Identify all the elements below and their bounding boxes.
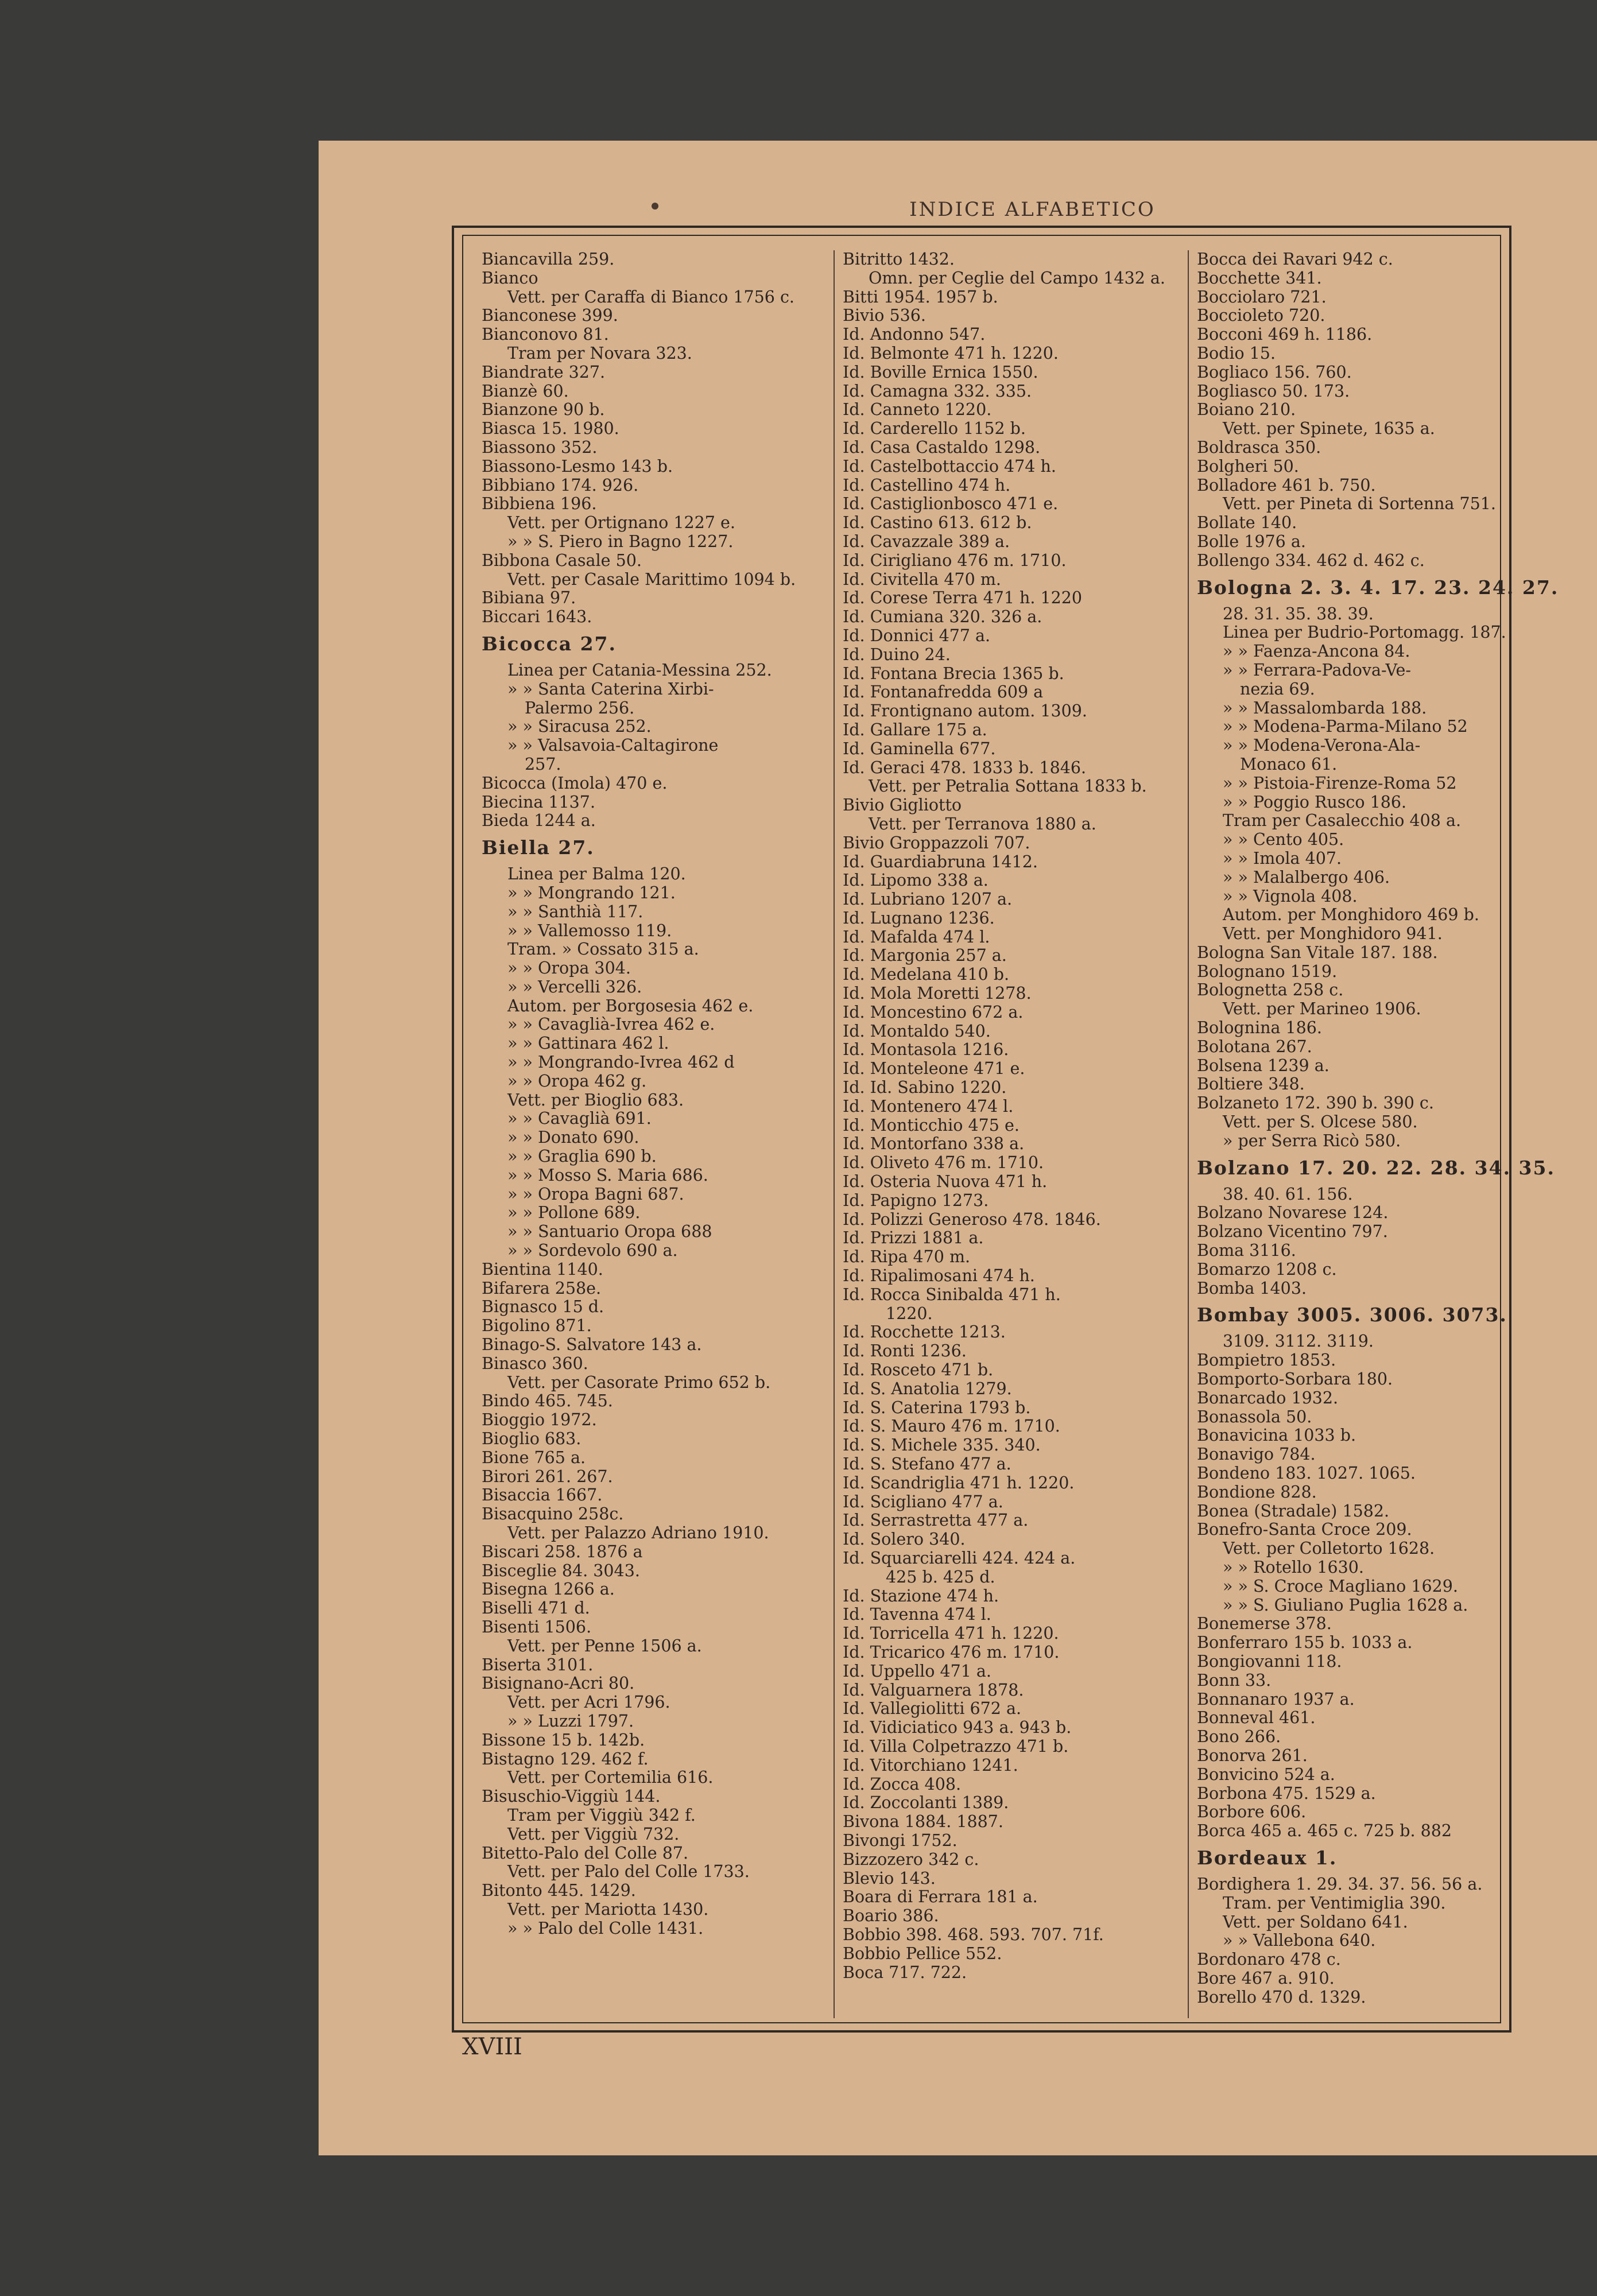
index-entry: Binasco 360. [482, 1353, 588, 1373]
index-entry: Bonavigo 784. [1197, 1445, 1316, 1464]
index-entry: Id. Monteleone 471 e. [843, 1059, 1025, 1079]
index-entry: » » Siracusa 252. [507, 717, 652, 736]
index-entry: Bientina 1140. [482, 1259, 603, 1279]
index-entry: Tram per Novara 323. [507, 343, 692, 363]
index-entry: Id. Solero 340. [843, 1530, 966, 1549]
index-entry: Bitti 1954. 1957 b. [843, 287, 998, 307]
index-entry: Bieda 1244 a. [482, 811, 596, 831]
index-entry: Id. Guardiabruna 1412. [843, 852, 1038, 871]
index-entry: Bicocca 27. [482, 632, 617, 655]
index-entry: Birori 261. 267. [482, 1467, 613, 1486]
index-entry: Vett. per Caraffa di Bianco 1756 c. [507, 287, 794, 307]
index-entry: Bolotana 267. [1197, 1037, 1312, 1056]
index-entry: » » Graglia 690 b. [507, 1147, 657, 1166]
index-entry: Bonea (Stradale) 1582. [1197, 1501, 1390, 1521]
index-entry: Bignasco 15 d. [482, 1297, 604, 1317]
index-entry: Id. Rocchette 1213. [843, 1322, 1006, 1342]
index-entry: Bomba 1403. [1197, 1278, 1307, 1298]
index-entry: Bobbio 398. 468. 593. 707. 71f. [843, 1925, 1104, 1944]
index-entry: Bompietro 1853. [1197, 1351, 1336, 1370]
book-page [319, 141, 1597, 2155]
index-entry: Id. Gallare 175 a. [843, 720, 987, 739]
index-entry: Id. Zocca 408. [843, 1774, 962, 1794]
index-entry: Id. Castiglionbosco 471 e. [843, 494, 1059, 514]
index-entry: Id. Montaldo 540. [843, 1021, 991, 1041]
index-entry: Bodio 15. [1197, 343, 1276, 363]
index-entry: Id. Donnici 477 a. [843, 626, 991, 645]
index-entry: Bolsena 1239 a. [1197, 1056, 1329, 1075]
index-entry: » » Pollone 689. [507, 1203, 641, 1223]
index-entry: Bolgheri 50. [1197, 456, 1299, 476]
index-entry: Id. Vitorchiano 1241. [843, 1755, 1018, 1775]
index-entry: Bollengo 334. 462 d. 462 c. [1197, 550, 1425, 570]
index-entry: Id. Medelana 410 b. [843, 965, 1010, 984]
index-entry: Id. Stazione 474 h. [843, 1586, 999, 1605]
index-entry: Bordighera 1. 29. 34. 37. 56. 56 a. [1197, 1874, 1483, 1894]
index-entry: Bolzaneto 172. 390 b. 390 c. [1197, 1093, 1434, 1113]
index-entry: Id. Castellino 474 h. [843, 475, 1011, 495]
index-entry: Id. Camagna 332. 335. [843, 381, 1032, 401]
index-entry: Id. Papigno 1273. [843, 1190, 989, 1210]
index-entry: Linea per Balma 120. [507, 864, 686, 884]
index-entry: Vett. per Colletorto 1628. [1223, 1539, 1435, 1558]
index-entry: Id. Castelbottaccio 474 h. [843, 456, 1056, 476]
index-entry: Bombay 3005. 3006. 3073. [1197, 1304, 1507, 1327]
index-entry: Biasca 15. 1980. [482, 419, 619, 439]
index-entry: » » Donato 690. [507, 1128, 639, 1147]
index-entry: Tram. per Ventimiglia 390. [1223, 1893, 1446, 1913]
index-entry: Bisaccia 1667. [482, 1486, 603, 1505]
index-entry: Id. Monticchio 475 e. [843, 1115, 1020, 1135]
index-entry: Id. Geraci 478. 1833 b. 1846. [843, 758, 1087, 777]
index-entry: Bocca dei Ravari 942 c. [1197, 250, 1393, 269]
index-entry: Vett. per Ortignano 1227 e. [507, 513, 735, 533]
index-entry: Bissone 15 b. 142b. [482, 1730, 645, 1750]
index-column-1 [482, 250, 826, 1938]
index-entry: Id. Mola Moretti 1278. [843, 984, 1032, 1003]
index-entry: » » Palo del Colle 1431. [507, 1918, 704, 1938]
index-entry: Bisegna 1266 a. [482, 1580, 615, 1599]
index-column-3 [1188, 250, 1559, 2018]
index-entry: Bitritto 1432. [843, 250, 955, 269]
index-entry: Id. Vidiciatico 943 a. 943 b. [843, 1718, 1072, 1737]
index-entry: Vett. per Petralia Sottana 1833 b. [869, 777, 1147, 796]
index-entry: Id. Zoccolanti 1389. [843, 1793, 1009, 1813]
index-entry: Vett. per Soldano 641. [1223, 1912, 1408, 1932]
index-entry: Bibbona Casale 50. [482, 550, 642, 570]
index-entry: Boccioleto 720. [1197, 306, 1325, 325]
index-entry: Bianconovo 81. [482, 325, 609, 344]
index-entry: Bivio Groppazzoli 707. [843, 833, 1030, 852]
index-entry: Vett. per Acri 1796. [507, 1693, 670, 1712]
index-entry: Boiano 210. [1197, 400, 1296, 420]
index-entry: Bifarera 258e. [482, 1278, 602, 1298]
index-entry: 28. 31. 35. 38. 39. [1223, 604, 1374, 623]
index-entry: » » Cento 405. [1223, 830, 1344, 850]
index-entry: » » Pistoia-Firenze-Roma 52 [1223, 773, 1457, 793]
index-entry: Vett. per Bioglio 683. [507, 1090, 684, 1110]
index-entry: Id. Villa Colpetrazzo 471 b. [843, 1736, 1069, 1756]
index-entry: » » Vignola 408. [1223, 886, 1358, 906]
index-entry: Biecina 1137. [482, 792, 595, 812]
index-entry: Bogliaco 156. 760. [1197, 362, 1352, 382]
index-entry: Bivio 536. [843, 306, 926, 325]
index-entry: Id. Duino 24. [843, 645, 951, 664]
index-entry: Bonorva 261. [1197, 1746, 1308, 1765]
index-entry: Id. Rosceto 471 b. [843, 1360, 994, 1380]
index-entry: Id. Mafalda 474 l. [843, 927, 990, 947]
index-entry: Id. S. Mauro 476 m. 1710. [843, 1417, 1060, 1436]
index-entry: Bianco [482, 268, 538, 288]
index-entry: Id. Boville Ernica 1550. [843, 362, 1038, 382]
index-entry: Bogliasco 50. 173. [1197, 381, 1350, 401]
index-entry: Id. Canneto 1220. [843, 400, 992, 420]
index-entry: Bonemerse 378. [1197, 1614, 1332, 1634]
index-entry: » » Cavaglià-Ivrea 462 e. [507, 1015, 715, 1034]
index-entry: 3109. 3112. 3119. [1223, 1332, 1374, 1351]
index-entry: Borbona 475. 1529 a. [1197, 1783, 1376, 1803]
index-entry: Autom. per Borgosesia 462 e. [507, 996, 754, 1015]
index-entry: » » Valsavoia-Caltagirone [507, 736, 719, 755]
index-entry: Bonassola 50. [1197, 1407, 1312, 1426]
index-entry: Bomarzo 1208 c. [1197, 1259, 1337, 1279]
index-entry: Vett. per Casale Marittimo 1094 b. [507, 569, 796, 589]
index-entry: Bisacquino 258c. [482, 1504, 624, 1524]
index-entry: Borello 470 d. 1329. [1197, 1987, 1366, 2007]
index-entry: » » Vercelli 326. [507, 977, 642, 996]
index-entry: Id. Squarciarelli 424. 424 a. [843, 1548, 1076, 1568]
index-entry: Id. Polizzi Generoso 478. 1846. [843, 1209, 1101, 1229]
index-entry: Bindo 465. 745. [482, 1391, 613, 1411]
index-entry: » » Oropa 462 g. [507, 1071, 647, 1091]
index-entry: Bonefro-Santa Croce 209. [1197, 1520, 1412, 1539]
index-entry: Id. Rocca Sinibalda 471 h. [843, 1285, 1061, 1304]
index-entry: Bistagno 129. 462 f. [482, 1749, 649, 1768]
index-entry: Vett. per Penne 1506 a. [507, 1636, 702, 1655]
index-entry: » » Massalombarda 188. [1223, 698, 1427, 718]
index-entry: Id. Gaminella 677. [843, 739, 996, 758]
index-entry: Bondione 828. [1197, 1482, 1317, 1502]
index-entry: Bolzano 17. 20. 22. 28. 34. 35. [1197, 1156, 1555, 1179]
index-entry: » » Santhià 117. [507, 902, 644, 921]
index-entry: Autom. per Monghidoro 469 b. [1223, 905, 1479, 925]
index-entry: » » Vallebona 640. [1223, 1931, 1376, 1950]
index-entry: Bocciolaro 721. [1197, 287, 1327, 307]
index-entry: Bione 765 a. [482, 1448, 586, 1467]
index-entry: Boara di Ferrara 181 a. [843, 1887, 1038, 1907]
index-entry: Biscari 258. 1876 a [482, 1542, 643, 1561]
index-entry: Id. Montenero 474 l. [843, 1096, 1014, 1116]
index-entry: Bocconi 469 h. 1186. [1197, 325, 1373, 344]
index-entry: Bisceglie 84. 3043. [482, 1561, 640, 1580]
index-entry: Bolzano Vicentino 797. [1197, 1222, 1388, 1242]
index-entry: Vett. per Terranova 1880 a. [869, 814, 1096, 833]
index-entry: Id. Civitella 470 m. [843, 569, 1001, 589]
index-entry: Id. Lugnano 1236. [843, 908, 995, 928]
index-entry: 257. [525, 754, 561, 774]
index-entry: Id. Cumiana 320. 326 a. [843, 607, 1042, 627]
index-entry: » » Mongrando-Ivrea 462 d [507, 1053, 735, 1072]
index-entry: » » Cavaglià 691. [507, 1109, 652, 1128]
index-entry: Bore 467 a. 910. [1197, 1968, 1335, 1988]
index-entry: Id. Ripa 470 m. [843, 1247, 971, 1267]
index-entry: Bibiana 97. [482, 588, 576, 608]
index-entry: Linea per Budrio-Portomagg. 187. [1223, 623, 1506, 642]
index-entry: Bioggio 1972. [482, 1410, 597, 1430]
index-entry: Bolognina 186. [1197, 1018, 1322, 1038]
index-entry: Id. Valguarnera 1878. [843, 1680, 1024, 1700]
index-entry: » » Rotello 1630. [1223, 1558, 1364, 1577]
index-entry: Bolzano Novarese 124. [1197, 1203, 1389, 1223]
index-entry: » per Serra Ricò 580. [1223, 1131, 1401, 1150]
index-entry: » » S. Piero in Bagno 1227. [507, 532, 734, 551]
index-entry: Id. S. Stefano 477 a. [843, 1455, 1011, 1473]
index-entry: » » Imola 407. [1223, 848, 1342, 868]
index-entry: Id. Scandriglia 471 h. 1220. [843, 1473, 1075, 1492]
index-entry: Bonneval 461. [1197, 1708, 1316, 1728]
index-entry: Borca 465 a. 465 c. 725 b. 882 [1197, 1821, 1452, 1841]
index-entry: Bigolino 871. [482, 1316, 592, 1336]
index-entry: Boario 386. [843, 1906, 939, 1926]
index-entry: Bianconese 399. [482, 306, 618, 325]
index-entry: Id. Carderello 1152 b. [843, 419, 1026, 439]
index-entry: Bomporto-Sorbara 180. [1197, 1370, 1393, 1389]
page-title: INDICE ALFABETICO [909, 198, 1156, 221]
index-entry: Vett. per S. Olcese 580. [1223, 1112, 1418, 1132]
index-entry: Binago-S. Salvatore 143 a. [482, 1335, 702, 1355]
index-entry: Bianzè 60. [482, 381, 569, 401]
index-entry: Id. Vallegiolitti 672 a. [843, 1699, 1022, 1719]
index-entry: Bollate 140. [1197, 513, 1297, 533]
index-entry: Bordonaro 478 c. [1197, 1950, 1341, 1969]
index-entry: Id. S. Caterina 1793 b. [843, 1398, 1031, 1417]
index-entry: Bitetto-Palo del Colle 87. [482, 1843, 689, 1863]
index-entry: Biandrate 327. [482, 362, 606, 382]
index-entry: Bonn 33. [1197, 1670, 1272, 1690]
index-entry: Biserta 3101. [482, 1655, 594, 1674]
index-entry: Vett. per Palazzo Adriano 1910. [507, 1523, 769, 1542]
index-entry: Bivio Gigliotto [843, 796, 962, 815]
index-entry: Id. Belmonte 471 h. 1220. [843, 343, 1059, 363]
index-entry: Id. Cavazzale 389 a. [843, 532, 1010, 551]
index-entry: » » S. Giuliano Puglia 1628 a. [1223, 1595, 1468, 1615]
index-entry: Id. Osteria Nuova 471 h. [843, 1172, 1048, 1192]
index-entry: Biancavilla 259. [482, 250, 615, 269]
index-entry: Id. Torricella 471 h. 1220. [843, 1624, 1059, 1643]
index-entry: » » Faenza-Ancona 84. [1223, 642, 1410, 661]
index-entry: Blevio 143. [843, 1868, 936, 1888]
index-entry: Id. Serrastretta 477 a. [843, 1511, 1029, 1530]
index-entry: Biselli 471 d. [482, 1599, 590, 1618]
index-entry: Bisuschio-Viggiù 144. [482, 1787, 661, 1806]
index-entry: Bonavicina 1033 b. [1197, 1426, 1356, 1445]
index-entry: » » S. Croce Magliano 1629. [1223, 1576, 1458, 1596]
index-entry: Vett. per Spinete, 1635 a. [1223, 419, 1435, 439]
page-number: XVIII [462, 2034, 522, 2060]
index-entry: Biccari 1643. [482, 607, 592, 627]
index-entry: Id. Ronti 1236. [843, 1341, 967, 1361]
index-entry: » » Sordevolo 690 a. [507, 1241, 678, 1261]
index-entry: Id. Tricarico 476 m. 1710. [843, 1642, 1060, 1662]
index-entry: Bibbiano 174. 926. [482, 475, 639, 495]
index-entry: Id. Corese Terra 471 h. 1220 [843, 588, 1083, 608]
index-entry: Bologna San Vitale 187. 188. [1197, 943, 1438, 962]
index-entry: Bicocca (Imola) 470 e. [482, 773, 668, 793]
index-entry: Id. Andonno 547. [843, 325, 986, 344]
index-entry: » » Modena-Verona-Ala- [1223, 736, 1421, 755]
index-entry: Bologna 2. 3. 4. 17. 23. 24. 27. [1197, 576, 1559, 599]
index-entry: » » Mongrando 121. [507, 883, 676, 902]
index-entry: Id. Lubriano 1207 a. [843, 890, 1013, 909]
index-entry: Biassono 352. [482, 437, 598, 457]
index-entry: Bisenti 1506. [482, 1617, 592, 1636]
index-entry: » » Mosso S. Maria 686. [507, 1165, 708, 1185]
index-entry: Tram per Viggiù 342 f. [507, 1805, 696, 1825]
index-entry: Omn. per Ceglie del Campo 1432 a. [869, 268, 1165, 288]
index-entry: Bivongi 1752. [843, 1830, 958, 1850]
index-entry: Id. Montorfano 338 a. [843, 1134, 1025, 1154]
index-entry: Biella 27. [482, 836, 595, 859]
index-entry: Id. Castino 613. 612 b. [843, 513, 1032, 533]
index-entry: Bono 266. [1197, 1727, 1281, 1747]
index-entry: Bobbio Pellice 552. [843, 1944, 1002, 1963]
index-entry: Palermo 256. [525, 698, 635, 718]
index-entry: Id. Oliveto 476 m. 1710. [843, 1153, 1044, 1173]
index-entry: » » Gattinara 462 l. [507, 1034, 669, 1053]
index-entry: 38. 40. 61. 156. [1223, 1184, 1353, 1204]
index-entry: » » Santa Caterina Xirbi- [507, 679, 714, 699]
index-entry: Bolle 1976 a. [1197, 532, 1306, 551]
index-entry: Bocchette 341. [1197, 268, 1322, 288]
index-entry: » » Malalbergo 406. [1223, 867, 1390, 887]
index-entry: » » Vallemosso 119. [507, 921, 672, 940]
index-entry: Tram. » Cossato 315 a. [507, 940, 699, 959]
index-entry: Bonnanaro 1937 a. [1197, 1689, 1355, 1709]
index-entry: Vett. per Cortemilia 616. [507, 1768, 714, 1787]
index-entry: 425 b. 425 d. [886, 1567, 995, 1587]
index-frame-inner [462, 235, 1559, 2023]
index-entry: » » Modena-Parma-Milano 52 [1223, 717, 1468, 736]
index-entry: Id. Fontanafredda 609 a [843, 682, 1044, 702]
index-entry: Boldrasca 350. [1197, 437, 1321, 457]
index-entry: Bioglio 683. [482, 1429, 582, 1449]
index-entry: Vett. per Casorate Primo 652 b. [507, 1372, 771, 1392]
index-entry: Bizzozero 342 c. [843, 1849, 979, 1869]
index-entry: Id. Id. Sabino 1220. [843, 1078, 1007, 1097]
index-entry: Id. Ripalimosani 474 h. [843, 1266, 1035, 1286]
index-entry: Id. Uppello 471 a. [843, 1661, 991, 1681]
index-entry: Bongiovanni 118. [1197, 1651, 1342, 1671]
index-entry: Bolognetta 258 c. [1197, 980, 1344, 1000]
index-entry: Vett. per Pineta di Sortenna 751. [1223, 494, 1496, 514]
index-entry: Id. S. Anatolia 1279. [843, 1379, 1012, 1398]
index-entry: Vett. per Viggiù 732. [507, 1824, 680, 1844]
index-entry: Bonferraro 155 b. 1033 a. [1197, 1633, 1413, 1653]
index-entry: Bivona 1884. 1887. [843, 1812, 1003, 1832]
index-entry: » » Santuario Oropa 688 [507, 1222, 712, 1242]
index-entry: Id. Fontana Brecia 1365 b. [843, 664, 1064, 683]
index-entry: Id. Cirigliano 476 m. 1710. [843, 550, 1067, 570]
index-entry: Bonarcado 1932. [1197, 1388, 1339, 1407]
index-column-2 [834, 250, 1179, 2018]
index-entry: Bianzone 90 b. [482, 400, 605, 420]
index-entry: Id. Scigliano 477 a. [843, 1492, 1003, 1511]
index-entry: Id. Tavenna 474 l. [843, 1605, 991, 1624]
index-entry: Boma 3116. [1197, 1241, 1296, 1261]
index-entry: Vett. per Monghidoro 941. [1223, 924, 1443, 944]
index-entry: Vett. per Marineo 1906. [1223, 999, 1421, 1019]
index-entry: Borbore 606. [1197, 1802, 1307, 1822]
index-entry: Id. Moncestino 672 a. [843, 1002, 1024, 1022]
index-frame [452, 226, 1559, 2033]
index-entry: Bitonto 445. 1429. [482, 1881, 636, 1901]
index-entry: Id. Montasola 1216. [843, 1040, 1009, 1060]
index-entry: Id. Prizzi 1881 a. [843, 1228, 984, 1248]
index-entry: Id. Lipomo 338 a. [843, 871, 989, 890]
index-entry: Monaco 61. [1240, 754, 1338, 774]
index-entry: Vett. per Mariotta 1430. [507, 1899, 709, 1919]
index-entry: Bolognano 1519. [1197, 961, 1338, 981]
index-entry: Boltiere 348. [1197, 1075, 1305, 1094]
index-entry: » » Oropa 304. [507, 959, 631, 978]
index-entry: » » Poggio Rusco 186. [1223, 792, 1407, 812]
index-entry: nezia 69. [1240, 679, 1315, 699]
index-entry: Id. S. Michele 335. 340. [843, 1436, 1041, 1455]
index-entry: Id. Casa Castaldo 1298. [843, 437, 1041, 457]
index-entry: Boca 717. 722. [843, 1963, 967, 1982]
index-entry: Bonvicino 524 a. [1197, 1764, 1335, 1784]
index-entry: Tram per Casalecchio 408 a. [1223, 811, 1462, 831]
index-entry: Biassono-Lesmo 143 b. [482, 456, 673, 476]
index-entry: Bolladore 461 b. 750. [1197, 475, 1376, 495]
index-entry: Bordeaux 1. [1197, 1846, 1338, 1869]
index-entry: » » Oropa Bagni 687. [507, 1184, 684, 1204]
index-entry: Bibbiena 196. [482, 494, 597, 514]
index-entry: 1220. [886, 1304, 933, 1323]
index-entry: » » Ferrara-Padova-Ve- [1223, 660, 1411, 680]
index-entry: Linea per Catania-Messina 252. [507, 660, 772, 680]
index-entry: Id. Margonia 257 a. [843, 946, 1007, 965]
index-entry: Id. Frontignano autom. 1309. [843, 701, 1087, 721]
index-entry: Vett. per Palo del Colle 1733. [507, 1862, 750, 1882]
index-entry: Bisignano-Acri 80. [482, 1674, 635, 1693]
index-entry: » » Luzzi 1797. [507, 1711, 634, 1731]
index-entry: Bondeno 183. 1027. 1065. [1197, 1464, 1416, 1483]
